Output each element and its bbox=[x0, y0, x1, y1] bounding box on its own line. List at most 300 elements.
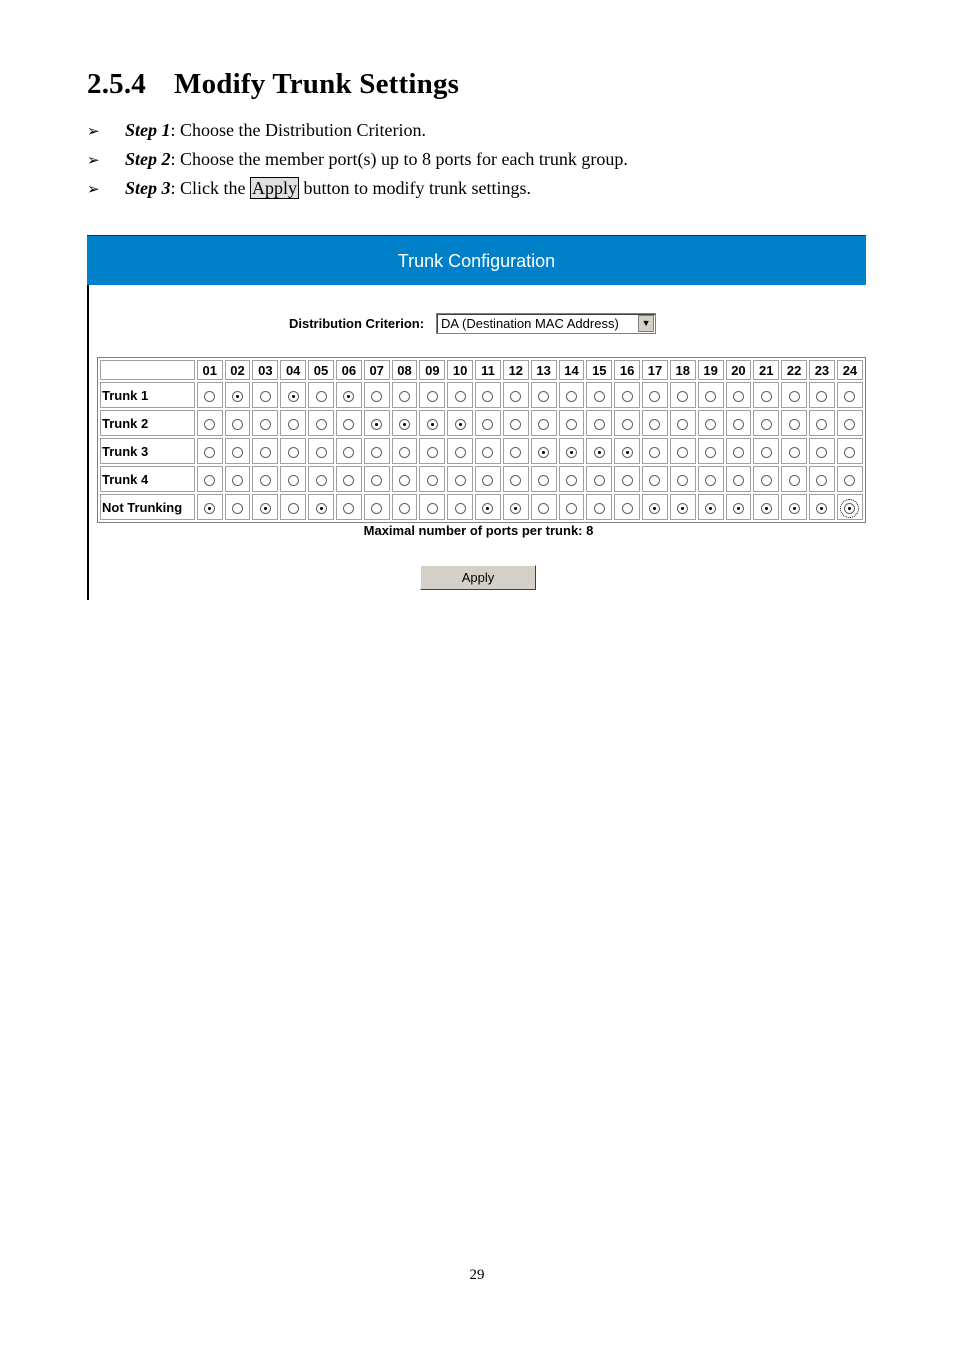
dropdown-arrow-icon[interactable]: ▼ bbox=[638, 315, 654, 332]
port-radio-09[interactable] bbox=[427, 447, 438, 458]
port-cell bbox=[308, 410, 334, 436]
step-label: Step 3 bbox=[125, 178, 171, 198]
port-radio-08[interactable] bbox=[399, 419, 410, 430]
port-cell bbox=[336, 466, 362, 492]
port-radio-23[interactable] bbox=[816, 447, 827, 458]
port-radio-01[interactable] bbox=[204, 475, 215, 486]
port-radio-13[interactable] bbox=[538, 503, 549, 514]
port-radio-17[interactable] bbox=[649, 503, 660, 514]
port-cell bbox=[197, 494, 223, 520]
port-radio-05[interactable] bbox=[316, 419, 327, 430]
port-header-10: 10 bbox=[447, 360, 473, 380]
step-item bbox=[87, 175, 628, 204]
port-radio-24[interactable] bbox=[844, 475, 855, 486]
port-radio-02[interactable] bbox=[232, 503, 243, 514]
port-radio-07[interactable] bbox=[371, 503, 382, 514]
port-radio-14[interactable] bbox=[566, 475, 577, 486]
port-radio-02[interactable] bbox=[232, 419, 243, 430]
port-radio-20[interactable] bbox=[733, 475, 744, 486]
port-radio-14[interactable] bbox=[566, 447, 577, 458]
port-radio-11[interactable] bbox=[482, 503, 493, 514]
port-radio-18[interactable] bbox=[677, 475, 688, 486]
port-radio-05[interactable] bbox=[316, 391, 327, 402]
port-cell bbox=[252, 494, 278, 520]
port-header-23: 23 bbox=[809, 360, 835, 380]
port-radio-09[interactable] bbox=[427, 391, 438, 402]
table-row bbox=[100, 410, 863, 436]
step-list bbox=[87, 117, 628, 204]
port-radio-18[interactable] bbox=[677, 391, 688, 402]
port-radio-04[interactable] bbox=[288, 391, 299, 402]
port-cell bbox=[753, 494, 779, 520]
port-radio-20[interactable] bbox=[733, 391, 744, 402]
port-radio-12[interactable] bbox=[510, 475, 521, 486]
port-cell bbox=[336, 494, 362, 520]
port-header-07: 07 bbox=[364, 360, 390, 380]
distribution-criterion-value: DA (Destination MAC Address) bbox=[441, 315, 619, 331]
port-cell bbox=[447, 466, 473, 492]
port-cell bbox=[308, 466, 334, 492]
port-cell bbox=[726, 494, 752, 520]
step-label: Step 2 bbox=[125, 149, 171, 169]
port-cell bbox=[197, 382, 223, 408]
port-cell bbox=[336, 410, 362, 436]
port-radio-05[interactable] bbox=[316, 447, 327, 458]
port-header-04: 04 bbox=[280, 360, 306, 380]
port-cell bbox=[642, 410, 668, 436]
port-cell bbox=[531, 438, 557, 464]
port-radio-08[interactable] bbox=[399, 475, 410, 486]
table-row bbox=[100, 438, 863, 464]
port-cell bbox=[503, 382, 529, 408]
port-cell bbox=[586, 382, 612, 408]
port-header-17: 17 bbox=[642, 360, 668, 380]
port-radio-12[interactable] bbox=[510, 503, 521, 514]
port-radio-19[interactable] bbox=[705, 503, 716, 514]
port-radio-04[interactable] bbox=[288, 447, 299, 458]
port-radio-15[interactable] bbox=[594, 475, 605, 486]
port-cell bbox=[698, 438, 724, 464]
port-radio-10[interactable] bbox=[455, 447, 466, 458]
port-radio-03[interactable] bbox=[260, 503, 271, 514]
port-cell bbox=[308, 494, 334, 520]
port-cell bbox=[614, 382, 640, 408]
port-radio-10[interactable] bbox=[455, 419, 466, 430]
distribution-criterion-label: Distribution Criterion: bbox=[289, 315, 425, 331]
row-label: Trunk 2 bbox=[100, 410, 195, 436]
table-row bbox=[100, 382, 863, 408]
port-cell bbox=[559, 382, 585, 408]
port-radio-08[interactable] bbox=[399, 447, 410, 458]
port-radio-19[interactable] bbox=[705, 447, 716, 458]
port-cell bbox=[419, 494, 445, 520]
port-cell bbox=[726, 382, 752, 408]
port-cell bbox=[698, 466, 724, 492]
port-header-18: 18 bbox=[670, 360, 696, 380]
port-radio-13[interactable] bbox=[538, 475, 549, 486]
port-cell bbox=[447, 494, 473, 520]
port-radio-06[interactable] bbox=[343, 391, 354, 402]
port-header-13: 13 bbox=[531, 360, 557, 380]
row-label: Not Trunking bbox=[100, 494, 195, 520]
port-header-06: 06 bbox=[336, 360, 362, 380]
port-cell bbox=[670, 410, 696, 436]
port-radio-23[interactable] bbox=[816, 391, 827, 402]
port-cell bbox=[837, 438, 863, 464]
port-cell bbox=[280, 410, 306, 436]
port-radio-19[interactable] bbox=[705, 475, 716, 486]
port-cell bbox=[364, 382, 390, 408]
port-cell bbox=[670, 382, 696, 408]
panel-title: Trunk Configuration bbox=[87, 235, 866, 285]
port-radio-16[interactable] bbox=[622, 391, 633, 402]
port-radio-23[interactable] bbox=[816, 475, 827, 486]
table-row bbox=[100, 466, 863, 492]
port-radio-17[interactable] bbox=[649, 391, 660, 402]
port-radio-20[interactable] bbox=[733, 447, 744, 458]
port-cell bbox=[809, 410, 835, 436]
port-header-14: 14 bbox=[559, 360, 585, 380]
step-item bbox=[87, 117, 628, 146]
section-number: 2.5.4 bbox=[87, 68, 146, 100]
port-cell bbox=[698, 382, 724, 408]
port-cell bbox=[364, 438, 390, 464]
port-cell bbox=[586, 410, 612, 436]
port-header-02: 02 bbox=[225, 360, 251, 380]
port-radio-13[interactable] bbox=[538, 447, 549, 458]
arrow-bullet-icon: ➢ bbox=[87, 122, 100, 140]
port-radio-16[interactable] bbox=[622, 475, 633, 486]
port-radio-13[interactable] bbox=[538, 391, 549, 402]
port-cell bbox=[197, 410, 223, 436]
port-radio-03[interactable] bbox=[260, 447, 271, 458]
distribution-criterion-select[interactable] bbox=[436, 313, 656, 334]
port-cell bbox=[225, 438, 251, 464]
port-cell bbox=[225, 494, 251, 520]
port-cell bbox=[809, 494, 835, 520]
apply-button[interactable]: Apply bbox=[420, 565, 536, 590]
arrow-bullet-icon: ➢ bbox=[87, 180, 100, 198]
port-radio-12[interactable] bbox=[510, 447, 521, 458]
port-header-08: 08 bbox=[392, 360, 418, 380]
port-radio-15[interactable] bbox=[594, 447, 605, 458]
port-cell bbox=[252, 466, 278, 492]
port-cell bbox=[336, 382, 362, 408]
port-radio-21[interactable] bbox=[761, 503, 772, 514]
port-radio-08[interactable] bbox=[399, 391, 410, 402]
port-cell bbox=[447, 438, 473, 464]
port-cell bbox=[364, 494, 390, 520]
trunk-configuration-panel bbox=[87, 235, 866, 600]
port-cell bbox=[280, 438, 306, 464]
port-header-12: 12 bbox=[503, 360, 529, 380]
port-radio-02[interactable] bbox=[232, 447, 243, 458]
port-radio-02[interactable] bbox=[232, 391, 243, 402]
port-cell bbox=[531, 410, 557, 436]
port-radio-08[interactable] bbox=[399, 503, 410, 514]
step-text: : Click the bbox=[170, 178, 251, 198]
port-radio-11[interactable] bbox=[482, 391, 493, 402]
port-cell bbox=[726, 410, 752, 436]
port-cell bbox=[447, 410, 473, 436]
port-cell bbox=[753, 410, 779, 436]
port-cell bbox=[475, 382, 501, 408]
port-radio-19[interactable] bbox=[705, 391, 716, 402]
port-radio-06[interactable] bbox=[343, 419, 354, 430]
port-cell bbox=[670, 494, 696, 520]
step-text: : Choose the Distribution Criterion. bbox=[170, 120, 426, 140]
port-radio-04[interactable] bbox=[288, 475, 299, 486]
port-header-16: 16 bbox=[614, 360, 640, 380]
port-cell bbox=[642, 494, 668, 520]
port-cell bbox=[670, 466, 696, 492]
port-cell bbox=[586, 494, 612, 520]
port-cell bbox=[280, 494, 306, 520]
port-cell bbox=[419, 466, 445, 492]
port-radio-07[interactable] bbox=[371, 475, 382, 486]
port-radio-24[interactable] bbox=[844, 447, 855, 458]
port-cell bbox=[447, 382, 473, 408]
port-header-20: 20 bbox=[726, 360, 752, 380]
port-cell bbox=[559, 494, 585, 520]
port-cell bbox=[503, 494, 529, 520]
port-radio-17[interactable] bbox=[649, 447, 660, 458]
port-cell bbox=[280, 466, 306, 492]
port-cell bbox=[559, 410, 585, 436]
port-cell bbox=[392, 410, 418, 436]
row-label: Trunk 1 bbox=[100, 382, 195, 408]
port-cell bbox=[475, 494, 501, 520]
port-radio-16[interactable] bbox=[622, 503, 633, 514]
port-radio-14[interactable] bbox=[566, 391, 577, 402]
port-radio-06[interactable] bbox=[343, 447, 354, 458]
port-cell bbox=[586, 466, 612, 492]
port-radio-09[interactable] bbox=[427, 475, 438, 486]
port-cell bbox=[837, 494, 863, 520]
port-header-01: 01 bbox=[197, 360, 223, 380]
port-header-19: 19 bbox=[698, 360, 724, 380]
port-header-21: 21 bbox=[753, 360, 779, 380]
row-label: Trunk 3 bbox=[100, 438, 195, 464]
port-radio-18[interactable] bbox=[677, 503, 688, 514]
port-cell bbox=[614, 466, 640, 492]
port-radio-22[interactable] bbox=[789, 475, 800, 486]
port-radio-11[interactable] bbox=[482, 419, 493, 430]
port-cell bbox=[503, 466, 529, 492]
port-cell bbox=[392, 494, 418, 520]
port-radio-21[interactable] bbox=[761, 419, 772, 430]
port-radio-16[interactable] bbox=[622, 419, 633, 430]
port-cell bbox=[252, 438, 278, 464]
port-header-22: 22 bbox=[781, 360, 807, 380]
port-radio-12[interactable] bbox=[510, 391, 521, 402]
port-radio-18[interactable] bbox=[677, 447, 688, 458]
step-text: button to modify trunk settings. bbox=[299, 178, 532, 198]
port-cell bbox=[364, 466, 390, 492]
port-radio-23[interactable] bbox=[816, 419, 827, 430]
port-cell bbox=[197, 438, 223, 464]
port-header-03: 03 bbox=[252, 360, 278, 380]
port-radio-01[interactable] bbox=[204, 447, 215, 458]
port-cell bbox=[392, 382, 418, 408]
port-radio-01[interactable] bbox=[204, 419, 215, 430]
port-header-11: 11 bbox=[475, 360, 501, 380]
table-row bbox=[100, 494, 863, 520]
step-item bbox=[87, 146, 628, 175]
port-radio-22[interactable] bbox=[789, 503, 800, 514]
port-radio-03[interactable] bbox=[260, 475, 271, 486]
port-cell bbox=[392, 466, 418, 492]
port-cell bbox=[809, 466, 835, 492]
arrow-bullet-icon: ➢ bbox=[87, 151, 100, 169]
section-title: Modify Trunk Settings bbox=[174, 68, 460, 100]
port-cell bbox=[837, 382, 863, 408]
port-radio-11[interactable] bbox=[482, 447, 493, 458]
port-radio-17[interactable] bbox=[649, 475, 660, 486]
port-cell bbox=[559, 466, 585, 492]
port-radio-10[interactable] bbox=[455, 391, 466, 402]
port-cell bbox=[308, 438, 334, 464]
port-cell bbox=[475, 466, 501, 492]
port-radio-22[interactable] bbox=[789, 391, 800, 402]
port-cell bbox=[726, 466, 752, 492]
port-radio-03[interactable] bbox=[260, 419, 271, 430]
port-radio-24[interactable] bbox=[844, 391, 855, 402]
port-cell bbox=[225, 382, 251, 408]
port-cell bbox=[197, 466, 223, 492]
port-cell bbox=[642, 382, 668, 408]
port-cell bbox=[809, 438, 835, 464]
port-radio-05[interactable] bbox=[316, 475, 327, 486]
port-radio-19[interactable] bbox=[705, 419, 716, 430]
port-radio-21[interactable] bbox=[761, 475, 772, 486]
port-cell bbox=[586, 438, 612, 464]
port-radio-06[interactable] bbox=[343, 475, 354, 486]
port-radio-15[interactable] bbox=[594, 391, 605, 402]
port-radio-10[interactable] bbox=[455, 475, 466, 486]
port-radio-22[interactable] bbox=[789, 447, 800, 458]
port-radio-14[interactable] bbox=[566, 419, 577, 430]
port-radio-18[interactable] bbox=[677, 419, 688, 430]
port-radio-09[interactable] bbox=[427, 503, 438, 514]
section-heading bbox=[87, 68, 459, 101]
port-cell bbox=[614, 438, 640, 464]
port-cell bbox=[642, 438, 668, 464]
port-radio-20[interactable] bbox=[733, 503, 744, 514]
port-radio-24[interactable] bbox=[844, 503, 855, 514]
port-radio-04[interactable] bbox=[288, 419, 299, 430]
row-label: Trunk 4 bbox=[100, 466, 195, 492]
port-header-row bbox=[100, 360, 863, 380]
port-radio-21[interactable] bbox=[761, 447, 772, 458]
port-cell bbox=[419, 382, 445, 408]
port-radio-16[interactable] bbox=[622, 447, 633, 458]
trunk-port-table bbox=[97, 357, 866, 523]
port-radio-01[interactable] bbox=[204, 503, 215, 514]
port-cell bbox=[670, 438, 696, 464]
port-radio-23[interactable] bbox=[816, 503, 827, 514]
port-radio-24[interactable] bbox=[844, 419, 855, 430]
port-cell bbox=[559, 438, 585, 464]
port-radio-07[interactable] bbox=[371, 391, 382, 402]
port-header-15: 15 bbox=[586, 360, 612, 380]
port-radio-15[interactable] bbox=[594, 503, 605, 514]
port-radio-10[interactable] bbox=[455, 503, 466, 514]
port-cell bbox=[781, 382, 807, 408]
port-cell bbox=[781, 494, 807, 520]
page-number: 29 bbox=[469, 1267, 485, 1283]
port-cell bbox=[698, 410, 724, 436]
port-cell bbox=[280, 382, 306, 408]
port-radio-03[interactable] bbox=[260, 391, 271, 402]
port-radio-09[interactable] bbox=[427, 419, 438, 430]
port-radio-14[interactable] bbox=[566, 503, 577, 514]
port-radio-07[interactable] bbox=[371, 419, 382, 430]
port-cell bbox=[475, 410, 501, 436]
port-radio-22[interactable] bbox=[789, 419, 800, 430]
port-radio-01[interactable] bbox=[204, 391, 215, 402]
port-cell bbox=[503, 438, 529, 464]
port-cell bbox=[475, 438, 501, 464]
port-table-body bbox=[100, 382, 863, 520]
port-radio-12[interactable] bbox=[510, 419, 521, 430]
max-ports-note: Maximal number of ports per trunk: 8 bbox=[363, 523, 594, 538]
port-cell bbox=[753, 466, 779, 492]
apply-button-reference: Apply bbox=[252, 178, 298, 198]
port-header-09: 09 bbox=[419, 360, 445, 380]
port-cell bbox=[252, 382, 278, 408]
port-cell bbox=[364, 410, 390, 436]
port-radio-15[interactable] bbox=[594, 419, 605, 430]
port-cell bbox=[614, 410, 640, 436]
port-header-24: 24 bbox=[837, 360, 863, 380]
port-radio-20[interactable] bbox=[733, 419, 744, 430]
port-radio-04[interactable] bbox=[288, 503, 299, 514]
port-radio-17[interactable] bbox=[649, 419, 660, 430]
port-radio-02[interactable] bbox=[232, 475, 243, 486]
port-header-05: 05 bbox=[308, 360, 334, 380]
distribution-criterion-row bbox=[289, 312, 656, 334]
port-radio-11[interactable] bbox=[482, 475, 493, 486]
port-cell bbox=[809, 382, 835, 408]
port-cell bbox=[781, 466, 807, 492]
port-cell bbox=[614, 494, 640, 520]
port-cell bbox=[225, 466, 251, 492]
step-text: : Choose the member port(s) up to 8 ports for each trunk group. bbox=[170, 149, 628, 169]
port-radio-13[interactable] bbox=[538, 419, 549, 430]
port-cell bbox=[531, 466, 557, 492]
port-radio-21[interactable] bbox=[761, 391, 772, 402]
port-cell bbox=[392, 438, 418, 464]
port-cell bbox=[753, 438, 779, 464]
port-cell bbox=[837, 410, 863, 436]
port-cell bbox=[252, 410, 278, 436]
port-cell bbox=[531, 494, 557, 520]
port-cell bbox=[308, 382, 334, 408]
port-cell bbox=[698, 494, 724, 520]
step-label: Step 1 bbox=[125, 120, 171, 140]
port-cell bbox=[336, 438, 362, 464]
port-radio-06[interactable] bbox=[343, 503, 354, 514]
port-radio-05[interactable] bbox=[316, 503, 327, 514]
port-cell bbox=[642, 466, 668, 492]
port-cell bbox=[225, 410, 251, 436]
port-radio-07[interactable] bbox=[371, 447, 382, 458]
port-cell bbox=[419, 410, 445, 436]
port-cell bbox=[837, 466, 863, 492]
table-corner bbox=[100, 360, 195, 380]
port-cell bbox=[503, 410, 529, 436]
